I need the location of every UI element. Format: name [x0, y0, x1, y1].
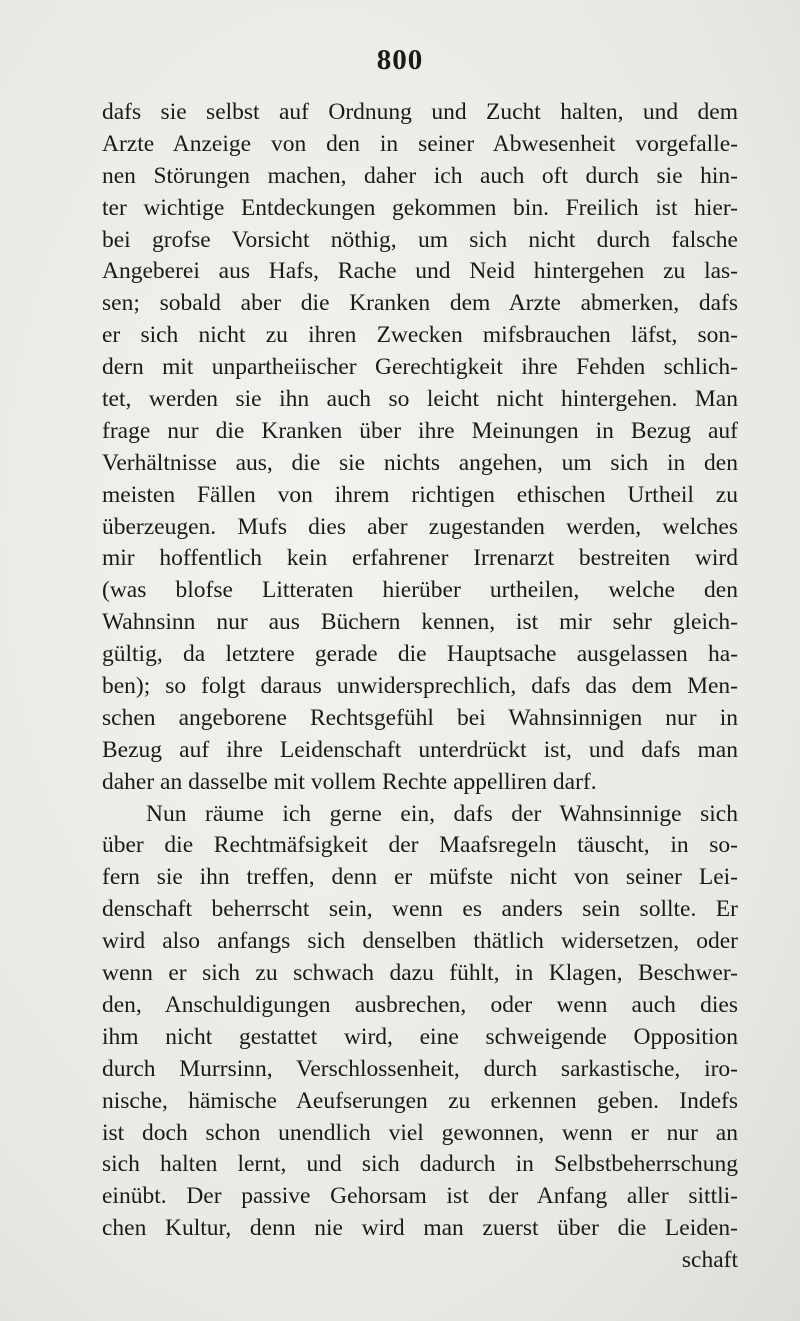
text-line: ter wichtige Entdeckungen gekommen bin. Freilich ist hier-: [102, 194, 738, 221]
text-line: ihm nicht gestattet wird, eine schweigende Opposition: [102, 1023, 738, 1050]
text-line: einübt. Der passive Gehorsam ist der Anfang aller sittli-: [102, 1183, 738, 1210]
text-line: durch Murrsinn, Verschlossenheit, durch sarkastische, iro-: [102, 1055, 738, 1082]
text-line: überzeugen. Mufs dies aber zugestanden werden, welches: [102, 513, 738, 540]
text-line: denschaft beherrscht sein, wenn es anders sein sollte. Er: [102, 896, 738, 923]
text-line: Wahnsinn nur aus Büchern kennen, ist mir sehr gleich-: [102, 609, 738, 636]
text-line: frage nur die Kranken über ihre Meinungen in Bezug auf: [102, 417, 738, 444]
text-line: ist doch schon unendlich viel gewonnen, wenn er nur an: [102, 1119, 738, 1146]
text-line: den, Anschuldigungen ausbrechen, oder wenn auch dies: [102, 991, 738, 1018]
text-line: dern mit unpartheiischer Gerechtigkeit ihre Fehden schlich-: [102, 354, 738, 381]
text-line: gültig, da letztere gerade die Hauptsache ausgelassen ha-: [102, 641, 738, 668]
text-line: nische, hämische Aeufserungen zu erkennen geben. Indefs: [102, 1087, 738, 1114]
text-line: sen; sobald aber die Kranken dem Arzte abmerken, dafs: [102, 290, 738, 317]
text-line: dafs sie selbst auf Ordnung und Zucht halten, und dem: [102, 99, 738, 125]
page-number: 800: [376, 44, 424, 76]
text-line: meisten Fällen von ihrem richtigen ethischen Urtheil zu: [102, 481, 738, 508]
text-line: wird also anfangs sich denselben thätlich widersetzen, oder: [102, 928, 738, 955]
text-line: tet, werden sie ihn auch so leicht nicht hintergehen. Man: [102, 386, 738, 413]
text-line: (was blofse Litteraten hierüber urtheilen, welche den: [102, 577, 738, 604]
text-line: sich halten lernt, und sich dadurch in Selbstbeherrschung: [102, 1151, 738, 1178]
text-line: über die Rechtmäfsigkeit der Maafsregeln täuscht, in so-: [102, 832, 738, 859]
text-line: Nun räume ich gerne ein, dafs der Wahnsinnige sich: [146, 800, 738, 827]
text-line: mir hoffentlich kein erfahrener Irrenarzt bestreiten wird: [102, 545, 738, 572]
text-line: schen angeborene Rechtsgefühl bei Wahnsinnigen nur in: [102, 704, 738, 731]
text-line: nen Störungen machen, daher ich auch oft durch sie hin-: [102, 162, 738, 189]
text-line: daher an dasselbe mit vollem Rechte appelliren darf.: [102, 768, 597, 795]
text-line: er sich nicht zu ihren Zwecken mifsbrauchen läfst, son-: [102, 322, 738, 349]
text-line: ben); so folgt daraus unwidersprechlich, dafs das dem Men-: [102, 673, 738, 700]
text-line: Bezug auf ihre Leidenschaft unterdrückt ist, und dafs man: [102, 736, 738, 763]
text-line: Arzte Anzeige von den in seiner Abwesenheit vorgefalle-: [102, 130, 738, 157]
text-line: Angeberei aus Hafs, Rache und Neid hintergehen zu las-: [102, 258, 738, 285]
catchword: schaft: [681, 1247, 738, 1274]
text-line: wenn er sich zu schwach dazu fühlt, in Klagen, Beschwer-: [102, 960, 738, 987]
text-line: chen Kultur, denn nie wird man zuerst über die Leiden-: [102, 1215, 738, 1242]
text-line: fern sie ihn treffen, denn er müfste nicht von seiner Lei-: [102, 864, 738, 891]
text-line: bei grofse Vorsicht nöthig, um sich nicht durch falsche: [102, 226, 738, 253]
body-text: [102, 97, 738, 1277]
text-line: Verhältnisse aus, die sie nichts angehen, um sich in den: [102, 449, 738, 476]
